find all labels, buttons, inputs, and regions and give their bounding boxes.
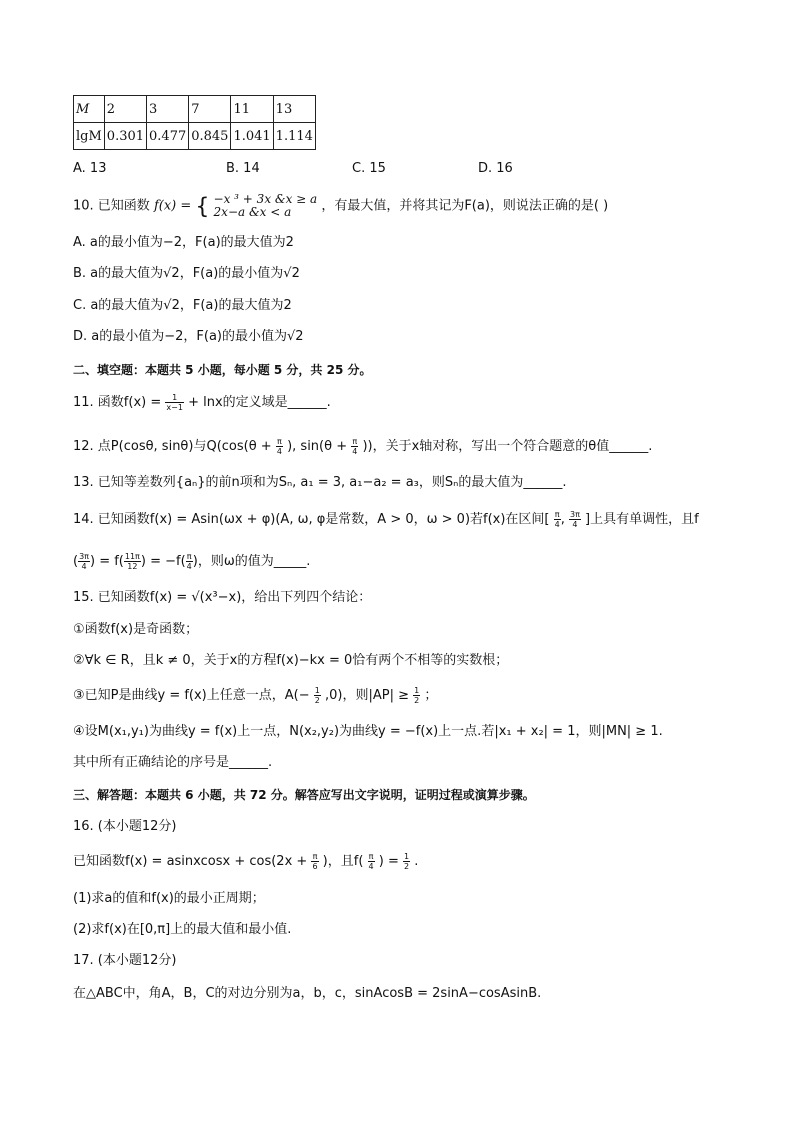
frac-num: 11π <box>124 552 140 561</box>
frac-den: 2 <box>414 696 420 705</box>
frac-num: π <box>276 437 282 446</box>
q10-option-c: C. a的最大值为√2，F(a)的最大值为2 <box>73 298 292 313</box>
frac-num: π <box>186 552 192 561</box>
q12-text-b: ), sin(θ + <box>287 439 348 454</box>
q16-fraction-2 <box>368 852 375 871</box>
option-b: B. 14 <box>226 161 260 176</box>
q14-interval-left <box>554 510 561 529</box>
q11-text-b: + lnx的定义域是______. <box>188 395 331 410</box>
frac-den: 4 <box>81 562 87 571</box>
option-d: D. 16 <box>478 161 513 176</box>
frac-den: 12 <box>127 562 138 571</box>
q11-text-a: 11. 函数f(x) = <box>73 395 162 410</box>
option-c: C. 15 <box>352 161 386 176</box>
frac-num: 3π <box>79 552 89 561</box>
q14-fraction-2 <box>124 552 141 571</box>
q15-stem: 15. 已知函数f(x) = √(x³−x)，给出下列四个结论： <box>73 590 372 605</box>
q10-case1: −x ³ + 3x &x ≥ a <box>213 192 318 206</box>
q15-c3-text-b: ,0)，则|AP| ≥ <box>325 688 409 703</box>
q12 <box>73 437 652 456</box>
frac-den: 4 <box>186 562 192 571</box>
frac-den: x−1 <box>166 403 183 412</box>
table-cell: lgM <box>74 123 105 150</box>
q14-text-a: 14. 已知函数f(x) = Asin(ωx + φ)(A, ω, φ是常数，A > 0，ω > 0)若f(x)在区间[ <box>73 512 550 527</box>
q15-c3-text-c: ； <box>424 688 438 703</box>
frac-num: π <box>352 437 358 446</box>
q16-title: 16. (本小题12分) <box>73 819 177 834</box>
frac-den: 4 <box>352 447 358 456</box>
q10-case2: 2x−a &x < a <box>213 205 292 219</box>
q16-part-1: (1)求a的值和f(x)的最小正周期； <box>73 891 265 906</box>
frac-den: 4 <box>276 447 282 456</box>
q15-conclusion-4: ④设M(x₁,y₁)为曲线y = f(x)上一点，N(x₂,y₂)为曲线y = −f(x)上一点.若|x₁ + x₂| = 1，则|MN| ≥ 1. <box>73 724 663 739</box>
q16-text-a: 已知函数f(x) = asinxcosx + cos(2x + <box>73 854 308 869</box>
q15-c3-fraction-1 <box>314 686 321 705</box>
table-cell: 7 <box>189 96 231 123</box>
q16-text-b: )，且f( <box>322 854 364 869</box>
frac-den: 4 <box>554 520 560 529</box>
q10-cases <box>214 193 318 219</box>
q14-text-mid2: ) = −f( <box>140 554 186 569</box>
q14-interval-right <box>569 510 581 529</box>
table-cell: 0.301 <box>104 123 146 150</box>
frac-den: 4 <box>572 520 578 529</box>
q13: 13. 已知等差数列{aₙ}的前n项和为Sₙ, a₁ = 3, a₁−a₂ = a₃，则Sₙ的最大值为______. <box>73 475 567 490</box>
frac-num: 1 <box>414 686 420 695</box>
frac-num: π <box>368 852 374 861</box>
q12-fraction-1 <box>276 437 283 456</box>
q15-conclusion-1: ①函数f(x)是奇函数； <box>73 622 199 637</box>
table-cell: 11 <box>231 96 273 123</box>
frac-num: π <box>554 510 560 519</box>
frac-den: 2 <box>314 696 320 705</box>
q15-ask: 其中所有正确结论的序号是______. <box>73 755 273 770</box>
q10-label: 10. 已知函数 <box>73 198 150 214</box>
q11 <box>73 393 331 412</box>
table-cell: 2 <box>104 96 146 123</box>
q12-text-a: 12. 点P(cosθ, sinθ)与Q(cos(θ + <box>73 439 272 454</box>
section-3-heading: 三、解答题：本题共 6 小题，共 72 分。解答应写出文字说明，证明过程或演算步骤。 <box>73 788 535 802</box>
q10-stem-rest: ，有最大值，并将其记为F(a)，则说法正确的是( ) <box>321 198 609 214</box>
table-cell: M <box>74 96 105 123</box>
frac-num: 1 <box>165 393 184 403</box>
q10-fx: f(x) = <box>153 198 192 214</box>
frac-den: 4 <box>368 862 374 871</box>
q10-stem: 10. 已知函数 f(x) = { −x ³ + 3x &x ≥ a 2x−a &x < a ，有最大值，并将其记为F(a)，则说法正确的是( ) <box>73 192 609 220</box>
q15-conclusion-2: ②∀k ∈ R，且k ≠ 0，关于x的方程f(x)−kx = 0恰有两个不相等的实数根； <box>73 653 509 668</box>
q16-fraction-3 <box>403 852 410 871</box>
q17-title: 17. (本小题12分) <box>73 953 177 968</box>
q15-c3-text-a: ③已知P是曲线y = f(x)上任意一点，A(− <box>73 688 310 703</box>
frac-num: 1 <box>404 852 410 861</box>
section-2-heading: 二、填空题：本题共 5 小题，每小题 5 分，共 25 分。 <box>73 363 372 377</box>
frac-num: π <box>312 852 318 861</box>
q10-option-d: D. a的最小值为−2，F(a)的最小值为√2 <box>73 329 304 344</box>
frac-den: 2 <box>404 862 410 871</box>
table-cell: 0.845 <box>189 123 231 150</box>
option-a: A. 13 <box>73 161 107 176</box>
q14-line-2: ( $\frac{3\pi}{4}$ ) = f( $\frac{11\pi}{12}$ ) = −f( $\frac{\pi}{4}$ )，则ω的值为_____. <box>73 552 311 571</box>
q14-text-end: )，则ω的值为_____. <box>192 554 311 569</box>
lg-table <box>73 95 316 150</box>
q14-line-1: 14. 已知函数f(x) = Asin(ωx + φ)(A, ω, φ是常数，A > 0，ω > 0)若f(x)在区间[ $\frac{\pi}{4}$ , $\frac{3\pi}{4}$ ]上具有单调性，且f <box>73 510 699 529</box>
frac-num: 1 <box>314 686 320 695</box>
q14-text-b: ]上具有单调性，且f <box>585 512 699 527</box>
q17-stem: 在△ABC中，角A，B，C的对边分别为a，b，c，sinAcosB = 2sinA−cosAsinB. <box>73 986 542 1001</box>
table-cell: 13 <box>273 96 315 123</box>
q15-c3-fraction-2 <box>413 686 420 705</box>
table-cell: 3 <box>147 96 189 123</box>
table-row <box>74 123 316 150</box>
q16-fraction-1 <box>311 852 318 871</box>
q10-option-b: B. a的最大值为√2，F(a)的最小值为√2 <box>73 266 300 281</box>
table-cell: 1.041 <box>231 123 273 150</box>
q14-text-mid: ) = f( <box>89 554 124 569</box>
q16-text-d: . <box>414 854 419 869</box>
q12-text-c: ))，关于x轴对称，写出一个符合题意的θ值______. <box>362 439 653 454</box>
table-cell: 0.477 <box>147 123 189 150</box>
q16-text-c: ) = <box>378 854 399 869</box>
q14-fraction-3 <box>186 552 193 571</box>
frac-num: 3π <box>570 510 580 519</box>
q12-fraction-2 <box>351 437 358 456</box>
q15-conclusion-3 <box>73 686 437 705</box>
table-header-row <box>74 96 316 123</box>
q10-option-a: A. a的最小值为−2，F(a)的最大值为2 <box>73 235 294 250</box>
table-cell: 1.114 <box>273 123 315 150</box>
q11-fraction <box>165 393 184 412</box>
q16-part-2: (2)求f(x)在[0,π]上的最大值和最小值. <box>73 922 292 937</box>
q14-fraction-1 <box>78 552 90 571</box>
q16-stem <box>73 852 418 871</box>
frac-den: 6 <box>312 862 318 871</box>
